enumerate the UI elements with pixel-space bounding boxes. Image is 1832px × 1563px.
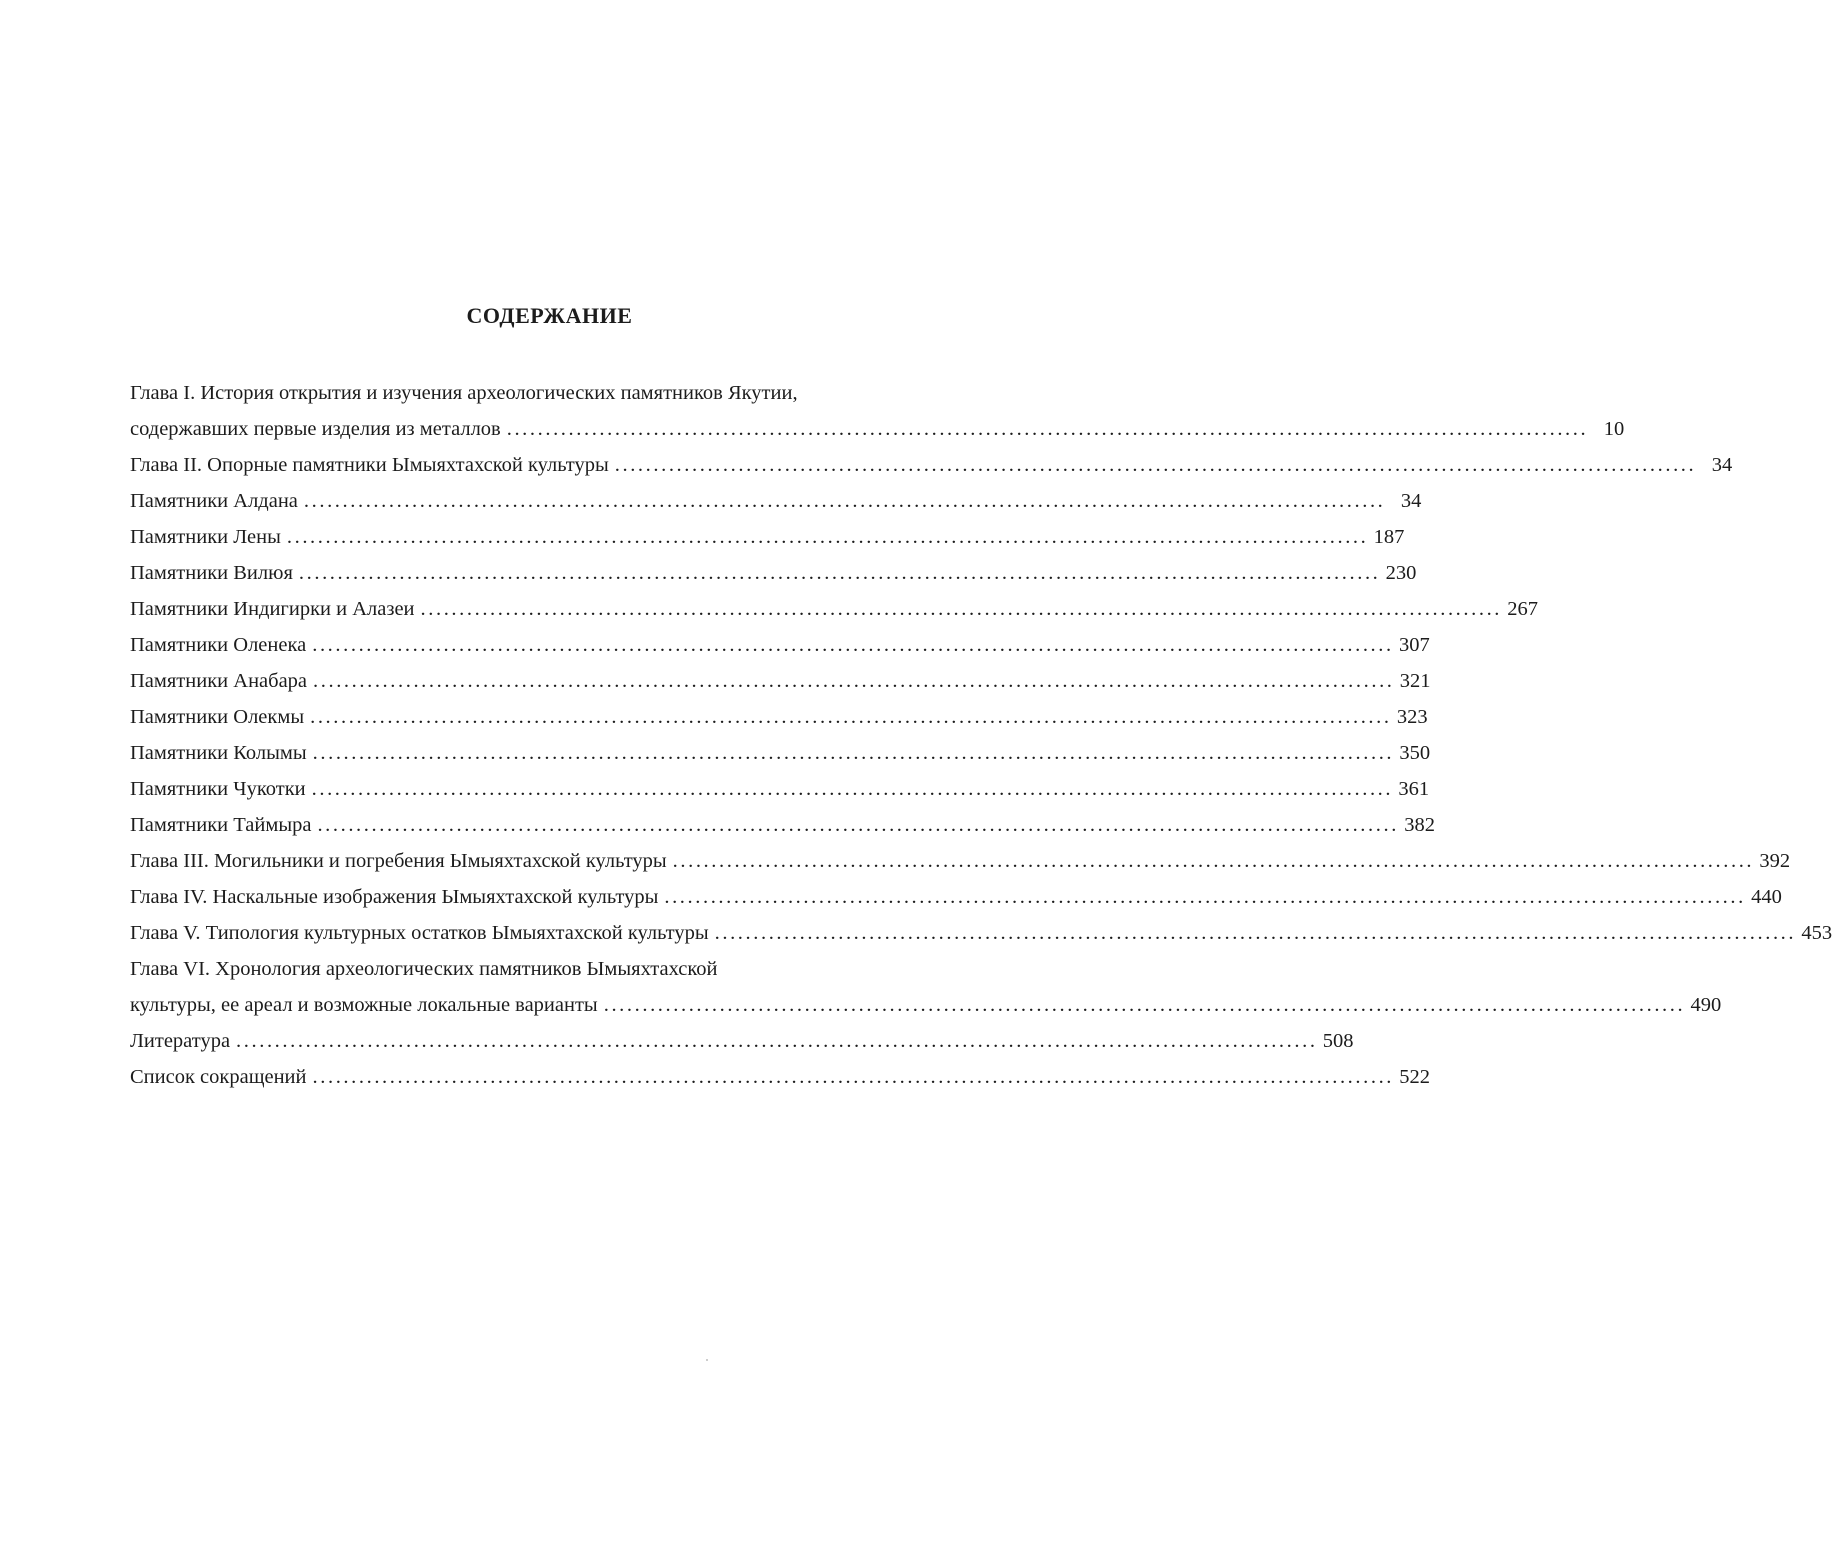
toc-entry-row — [130, 447, 1733, 483]
toc-entry — [130, 483, 1422, 519]
dot-leader: ............................................................................................................................................ — [614, 454, 1697, 476]
toc-entry — [130, 915, 1832, 951]
dot-leader: ............................................................................................................................................ — [506, 418, 1589, 440]
toc-entry-label: Памятники Чукотки — [130, 778, 306, 800]
toc-entry-row — [130, 411, 1625, 447]
toc-entry — [130, 591, 1539, 627]
toc-entry-label: Памятники Таймыра — [130, 814, 312, 836]
toc-entry — [130, 1023, 1354, 1059]
toc-entry-row — [130, 519, 1405, 555]
toc-entry-label: Памятники Алдана — [130, 490, 298, 512]
toc-entry — [130, 735, 1431, 771]
toc-entry — [130, 699, 1428, 735]
toc-page-number: 34 — [1711, 454, 1733, 476]
toc-entry-row — [130, 1023, 1354, 1059]
toc-entry-label: содержавших первые изделия из металлов — [130, 418, 501, 440]
toc-page-number: 230 — [1385, 562, 1417, 584]
dot-leader: ............................................................................................................................................ — [313, 670, 1395, 692]
toc-entry — [130, 951, 1722, 1023]
dot-leader: ............................................................................................................................................ — [312, 634, 1394, 656]
toc-title: СОДЕРЖАНИЕ — [466, 303, 633, 328]
toc-entry — [130, 843, 1791, 879]
dot-leader: ............................................................................................................................................ — [311, 778, 1394, 800]
toc-entry-label: Памятники Олекмы — [130, 706, 305, 728]
toc-page-number: 10 — [1603, 418, 1625, 440]
toc-entry-row — [130, 735, 1431, 771]
toc-entry-label: Памятники Анабара — [130, 670, 308, 692]
dot-leader: ............................................................................................................................................ — [603, 994, 1686, 1016]
toc-page-number: 490 — [1690, 994, 1722, 1016]
toc-page-number: 382 — [1404, 814, 1435, 836]
toc-entry — [130, 627, 1430, 663]
scan-speck — [706, 1359, 708, 1361]
toc-page-number: 323 — [1396, 706, 1428, 728]
toc-entry — [130, 663, 1431, 699]
toc-entry-row — [130, 483, 1422, 519]
toc-page-number: 321 — [1399, 670, 1431, 692]
toc-page-number: 267 — [1507, 598, 1539, 620]
dot-leader: ............................................................................................................................................ — [420, 598, 1503, 620]
toc-entry — [130, 519, 1405, 555]
toc-page-number: 361 — [1398, 778, 1430, 800]
toc-entry-row — [130, 843, 1791, 879]
dot-leader: ............................................................................................................................................ — [303, 490, 1386, 512]
toc-entry-row — [130, 699, 1428, 735]
toc-page-number: 307 — [1398, 634, 1430, 656]
toc-entry — [130, 771, 1430, 807]
toc-page-number: 34 — [1400, 490, 1422, 512]
dot-leader: ............................................................................................................................................ — [298, 562, 1381, 584]
toc-page-number: 440 — [1751, 886, 1782, 908]
dot-leader: ............................................................................................................................................ — [672, 850, 1755, 872]
toc-entry-label: Литература — [130, 1030, 231, 1052]
toc-entry-row — [130, 663, 1431, 699]
toc-entry-row — [130, 771, 1430, 807]
toc-entry-row — [130, 879, 1782, 915]
toc-entry-label: Памятники Лены — [130, 526, 281, 548]
dot-leader: ............................................................................................................................................ — [312, 1066, 1395, 1088]
toc-entry-row — [130, 987, 1722, 1023]
toc-entry-row — [130, 591, 1539, 627]
dot-leader: ............................................................................................................................................ — [317, 814, 1399, 836]
toc-entry — [130, 807, 1435, 843]
toc-list — [130, 375, 1832, 1095]
toc-entry-text-line: Глава I. История открытия и изучения археологических памятников Якутии, — [130, 382, 798, 404]
toc-entry-text-line: Глава VI. Хронология археологических памятников Ымыяхтахской — [130, 958, 718, 980]
dot-leader: ............................................................................................................................................ — [236, 1030, 1318, 1052]
toc-entry-row — [130, 915, 1832, 951]
toc-entry — [130, 1059, 1431, 1095]
toc-entry-label: Памятники Колымы — [130, 742, 307, 764]
toc-entry-row — [130, 627, 1430, 663]
toc-entry — [130, 447, 1733, 483]
toc-entry-row — [130, 807, 1435, 843]
toc-entry — [130, 375, 1625, 447]
toc-page-number: 522 — [1399, 1066, 1431, 1088]
toc-entry-row — [130, 555, 1417, 591]
dot-leader: ............................................................................................................................................ — [286, 526, 1369, 548]
toc-entry-label: Памятники Индигирки и Алазеи — [130, 598, 415, 620]
toc-page-number: 392 — [1759, 850, 1791, 872]
toc-page-number: 187 — [1373, 526, 1405, 548]
toc-entry-label: Памятники Оленека — [130, 634, 307, 656]
dot-leader: ............................................................................................................................................ — [310, 706, 1392, 728]
dot-leader: ............................................................................................................................................ — [714, 922, 1797, 944]
toc-entry-row — [130, 1059, 1431, 1095]
dot-leader: ............................................................................................................................................ — [312, 742, 1395, 764]
toc-page-number: 508 — [1322, 1030, 1354, 1052]
toc-page-number: 350 — [1399, 742, 1431, 764]
dot-leader: ............................................................................................................................................ — [664, 886, 1746, 908]
toc-page-number: 453 — [1801, 922, 1832, 944]
toc-entry-label: Список сокращений — [130, 1066, 307, 1088]
toc-entry — [130, 879, 1782, 915]
toc-entry-label: Глава II. Опорные памятники Ымыяхтахской культуры — [130, 454, 609, 476]
toc-entry-label: культуры, ее ареал и возможные локальные варианты — [130, 994, 598, 1016]
toc-entry-label: Глава III. Могильники и погребения Ымыяхтахской культуры — [130, 850, 667, 872]
toc-entry-label: Памятники Вилюя — [130, 562, 293, 584]
toc-entry-label: Глава V. Типология культурных остатков Ымыяхтахской культуры — [130, 922, 709, 944]
toc-entry — [130, 555, 1417, 591]
toc-entry-label: Глава IV. Наскальные изображения Ымыяхтахской культуры — [130, 886, 659, 908]
